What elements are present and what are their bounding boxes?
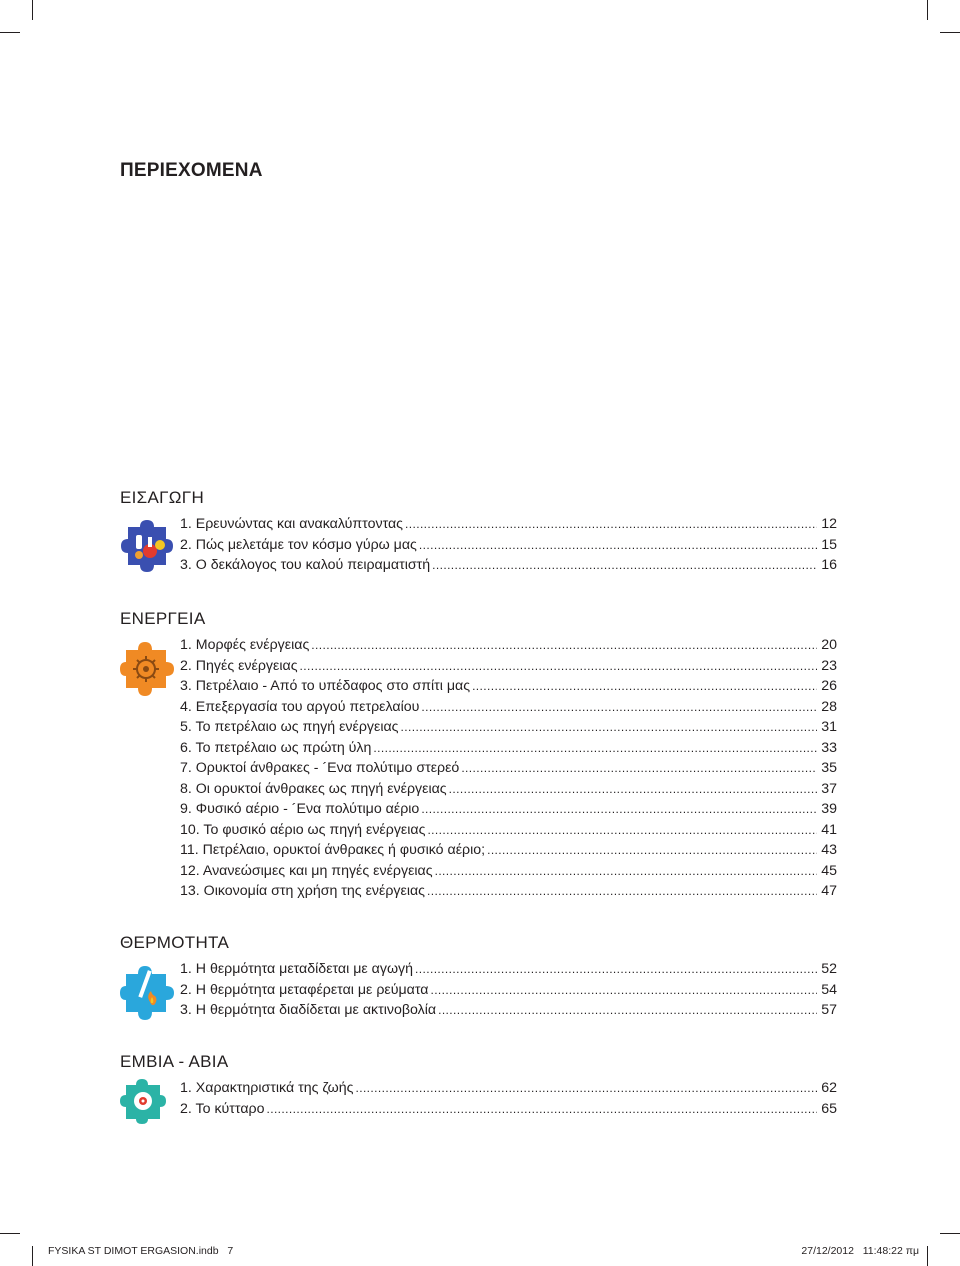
dot-leader	[311, 635, 817, 656]
toc-entry[interactable]	[180, 1078, 837, 1099]
toc-page-number: 16	[821, 557, 837, 573]
toc-entry-title: 5. Το πετρέλαιο ως πηγή ενέργειας	[180, 719, 399, 735]
toc-entry-title: 12. Ανανεώσιμες και μη πηγές ενέργειας	[180, 862, 433, 879]
toc-entry[interactable]	[180, 799, 837, 820]
toc-page-number: 23	[821, 657, 837, 674]
toc-page-number: 65	[821, 1100, 837, 1117]
toc-entry-title: 1. Χαρακτηριστικά της ζωής	[180, 1080, 354, 1096]
dot-leader	[300, 656, 817, 677]
toc-page-number: 28	[821, 698, 837, 715]
toc-page-number: 37	[821, 780, 837, 797]
toc-entry-title: 1. Μορφές ενέργειας	[180, 637, 310, 653]
toc-entry-title: 7. Ορυκτοί άνθρακες - ´Ενα πολύτιμο στερεό	[180, 760, 460, 776]
toc-entry-title: 1. Η θερμότητα μεταδίδεται με αγωγή	[180, 961, 414, 977]
crop-mark-bottom-left	[32, 1246, 33, 1266]
footer-file-info: FYSIKA ST DIMOT ERGASION.indb 7	[48, 1245, 234, 1257]
toc-entry-title: 2. Πηγές ενέργειας	[180, 657, 298, 674]
section-title: ΕΙΣΑΓΩΓΗ	[120, 488, 205, 507]
dot-leader	[266, 1099, 817, 1120]
toc-entry-title: 8. Οι ορυκτοί άνθρακες ως πηγή ενέργειας	[180, 780, 447, 797]
toc-entry-title: 11. Πετρέλαιο, ορυκτοί άνθρακες ή φυσικό αέριο;	[180, 842, 486, 858]
toc-entry[interactable]	[180, 656, 837, 677]
dot-leader	[449, 779, 817, 800]
toc-entry[interactable]	[180, 1099, 837, 1120]
toc-entry-title: 10. Το φυσικό αέριο ως πηγή ενέργειας	[180, 821, 426, 838]
dot-leader	[438, 1000, 817, 1021]
toc-entry[interactable]	[180, 779, 837, 800]
dot-leader	[421, 697, 817, 718]
dot-leader	[415, 959, 817, 980]
footer-datetime: 27/12/2012 11:48:22 πμ	[801, 1245, 919, 1257]
section-title: ΕΜΒΙΑ - ΑΒΙΑ	[120, 1052, 229, 1071]
toc-entry-title: 9. Φυσικό αέριο - ´Ενα πολύτιμο αέριο	[180, 801, 420, 817]
puzzle-lab-icon	[120, 517, 178, 575]
toc-entry-title: 4. Επεξεργασία του αργού πετρελαίου	[180, 698, 420, 715]
dot-leader	[421, 799, 817, 820]
puzzle-heat-icon	[120, 962, 178, 1022]
toc-entry[interactable]	[180, 717, 837, 738]
crop-mark-top-right	[927, 0, 928, 20]
toc-entry[interactable]	[180, 758, 837, 779]
toc-entry-title: 3. Η θερμότητα διαδίδεται με ακτινοβολία	[180, 1002, 437, 1018]
dot-leader	[355, 1078, 817, 1099]
section-introduction	[120, 487, 840, 573]
section-living-nonliving	[120, 1051, 840, 1117]
toc-page-number: 33	[821, 739, 837, 756]
toc-page-number: 41	[821, 821, 837, 838]
toc-entry[interactable]	[180, 555, 837, 576]
toc-entry-title: 6. Το πετρέλαιο ως πρώτη ύλη	[180, 739, 372, 756]
toc-entry[interactable]	[180, 840, 837, 861]
toc-page-number: 15	[821, 536, 837, 553]
toc-page-number: 47	[821, 883, 837, 899]
toc-entry[interactable]	[180, 861, 837, 882]
dot-leader	[472, 676, 817, 697]
toc-entry-title: 2. Το κύτταρο	[180, 1100, 265, 1117]
toc-entry[interactable]	[180, 514, 837, 535]
toc-page-number: 57	[821, 1002, 837, 1018]
page-title: ΠΕΡΙΕΧΟΜΕΝΑ	[120, 160, 263, 181]
dot-leader	[435, 861, 817, 882]
toc-page-number: 45	[821, 862, 837, 879]
toc-page-number: 35	[821, 760, 837, 776]
toc-entry[interactable]	[180, 959, 837, 980]
toc-entry-title: 2. Πώς μελετάμε τον κόσμο γύρω μας	[180, 536, 417, 553]
toc-page-number: 43	[821, 842, 837, 858]
crop-mark-bottom-right-h	[940, 1233, 960, 1234]
puzzle-energy-icon	[120, 638, 178, 698]
toc-page-number: 20	[821, 637, 837, 653]
puzzle-life-icon	[120, 1077, 170, 1125]
toc-page-number: 62	[821, 1080, 837, 1096]
toc-page-number: 52	[821, 961, 837, 977]
dot-leader	[487, 840, 817, 861]
toc-entry[interactable]	[180, 820, 837, 841]
crop-mark-top-left	[32, 0, 33, 20]
crop-mark-bottom-left-h	[0, 1233, 20, 1234]
dot-leader	[427, 881, 817, 902]
toc-page-number: 39	[821, 801, 837, 817]
toc-list	[180, 959, 837, 1021]
toc-entry[interactable]	[180, 738, 837, 759]
crop-mark-top-right-h	[940, 32, 960, 33]
dot-leader	[373, 738, 817, 759]
dot-leader	[432, 555, 817, 576]
toc-entry[interactable]	[180, 697, 837, 718]
toc-entry[interactable]	[180, 881, 837, 902]
toc-page-number: 54	[821, 981, 837, 998]
toc-entry-title: 2. Η θερμότητα μεταφέρεται με ρεύματα	[180, 981, 429, 998]
section-title: ΕΝΕΡΓΕΙΑ	[120, 609, 206, 628]
toc-entry[interactable]	[180, 1000, 837, 1021]
crop-mark-top-left-h	[0, 32, 20, 33]
toc-list	[180, 1078, 837, 1119]
crop-mark-bottom-right	[927, 1246, 928, 1266]
toc-page-number: 31	[821, 719, 837, 735]
section-heat	[120, 932, 840, 1018]
toc-list	[180, 514, 837, 576]
toc-entry[interactable]	[180, 535, 837, 556]
toc-page-number: 12	[821, 516, 837, 532]
section-energy	[120, 608, 840, 899]
toc-entry[interactable]	[180, 635, 837, 656]
toc-entry-title: 3. Ο δεκάλογος του καλού πειραματιστή	[180, 557, 431, 573]
dot-leader	[401, 717, 817, 738]
dot-leader	[419, 535, 817, 556]
toc-page-number: 26	[821, 678, 837, 694]
section-title: ΘΕΡΜΟΤΗΤΑ	[120, 933, 230, 952]
dot-leader	[461, 758, 817, 779]
toc-entry-title: 3. Πετρέλαιο - Από το υπέδαφος στο σπίτι μας	[180, 678, 471, 694]
toc-list	[180, 635, 837, 902]
dot-leader	[427, 820, 817, 841]
toc-entry-title: 1. Ερευνώντας και ανακαλύπτοντας	[180, 516, 404, 532]
toc-entry-title: 13. Οικονομία στη χρήση της ενέργειας	[180, 883, 426, 899]
toc-entry[interactable]	[180, 676, 837, 697]
toc-entry[interactable]	[180, 980, 837, 1001]
dot-leader	[430, 980, 817, 1001]
dot-leader	[405, 514, 817, 535]
